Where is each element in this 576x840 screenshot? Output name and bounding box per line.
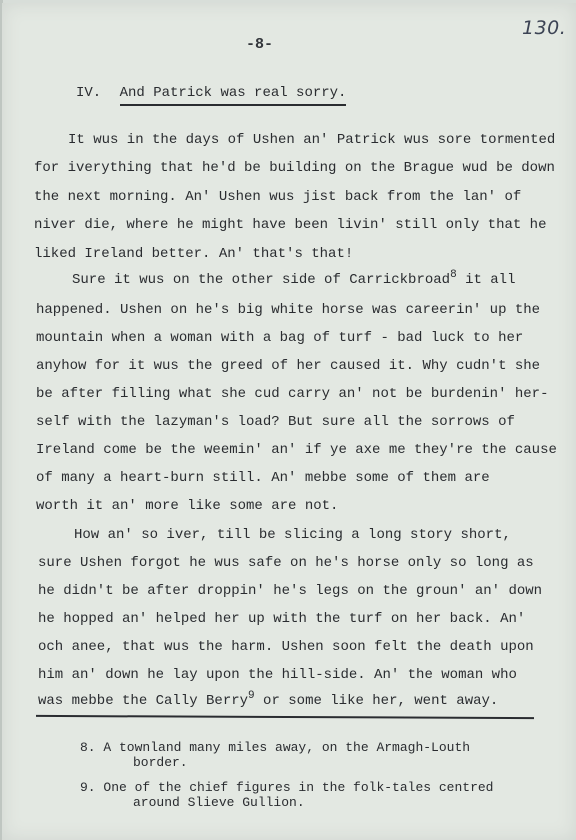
- body-line: self with the lazyman's load? But sure all the sorrows of: [36, 414, 515, 430]
- body-line: the next morning. An' Ushen wus jist back from the lan' of: [34, 189, 522, 205]
- body-line: liked Ireland better. An' that's that!: [34, 246, 354, 262]
- body-line: niver die, where he might have been livin' still only that he: [34, 217, 547, 233]
- body-line: [72, 269, 516, 288]
- body-line-text: was mebbe the Cally Berry: [38, 693, 249, 709]
- page-number: -8-: [246, 36, 274, 53]
- footnote-ref-9: 9: [248, 690, 255, 702]
- footnote-9-line-1: 9. One of the chief figures in the folk-tales centred: [80, 780, 494, 795]
- body-line: anyhow for it wus the greed of her caused it. Why cudn't she: [36, 358, 541, 374]
- body-line: happened. Ushen on he's big white horse was careerin' up the: [36, 302, 541, 318]
- folio-number: 130.: [522, 17, 567, 39]
- footnote-8-line-1: 8. A townland many miles away, on the Armagh-Louth: [80, 740, 471, 755]
- section-numeral: IV.: [76, 85, 102, 101]
- section-heading: [76, 85, 346, 101]
- section-title: And Patrick was real sorry.: [120, 85, 347, 106]
- body-line: be after filling what she cud carry an' not be burdenin' her-: [36, 386, 549, 402]
- body-line: worth it an' more like some are not.: [36, 498, 339, 514]
- body-line: [38, 690, 499, 709]
- body-line: him an' down he lay upon the hill-side. An' the woman who: [38, 667, 517, 683]
- footnote-9-line-2: around Slieve Gullion.: [133, 795, 305, 810]
- body-line-tail: it all: [456, 272, 516, 288]
- body-line: for iverything that he'd be building on the Brague wud be down: [34, 160, 555, 176]
- footnote-8-line-2: border.: [133, 755, 188, 770]
- footnote-separator: [36, 715, 534, 719]
- typescript-page: [2, 3, 576, 840]
- body-line: of many a heart-burn still. An' mebbe some of them are: [36, 470, 490, 486]
- body-line-text: Sure it wus on the other side of Carrickbroad: [72, 272, 451, 288]
- body-line: he hopped an' helped her up with the turf on her back. An': [38, 611, 526, 627]
- footnote-ref-8: 8: [450, 269, 457, 281]
- body-line: Ireland come be the weemin' an' if ye axe me they're the cause: [36, 442, 557, 458]
- body-line: How an' so iver, till be slicing a long story short,: [74, 527, 511, 543]
- body-line-tail: or some like her, went away.: [254, 693, 499, 709]
- body-line: It wus in the days of Ushen an' Patrick wus sore tormented: [68, 132, 556, 148]
- body-line: he didn't be after droppin' he's legs on the groun' an' down: [38, 583, 543, 599]
- body-line: mountain when a woman with a bag of turf - bad luck to her: [36, 330, 524, 346]
- body-line: och anee, that wus the harm. Ushen soon felt the death upon: [38, 639, 534, 655]
- body-line: sure Ushen forgot he wus safe on he's horse only so long as: [38, 555, 534, 571]
